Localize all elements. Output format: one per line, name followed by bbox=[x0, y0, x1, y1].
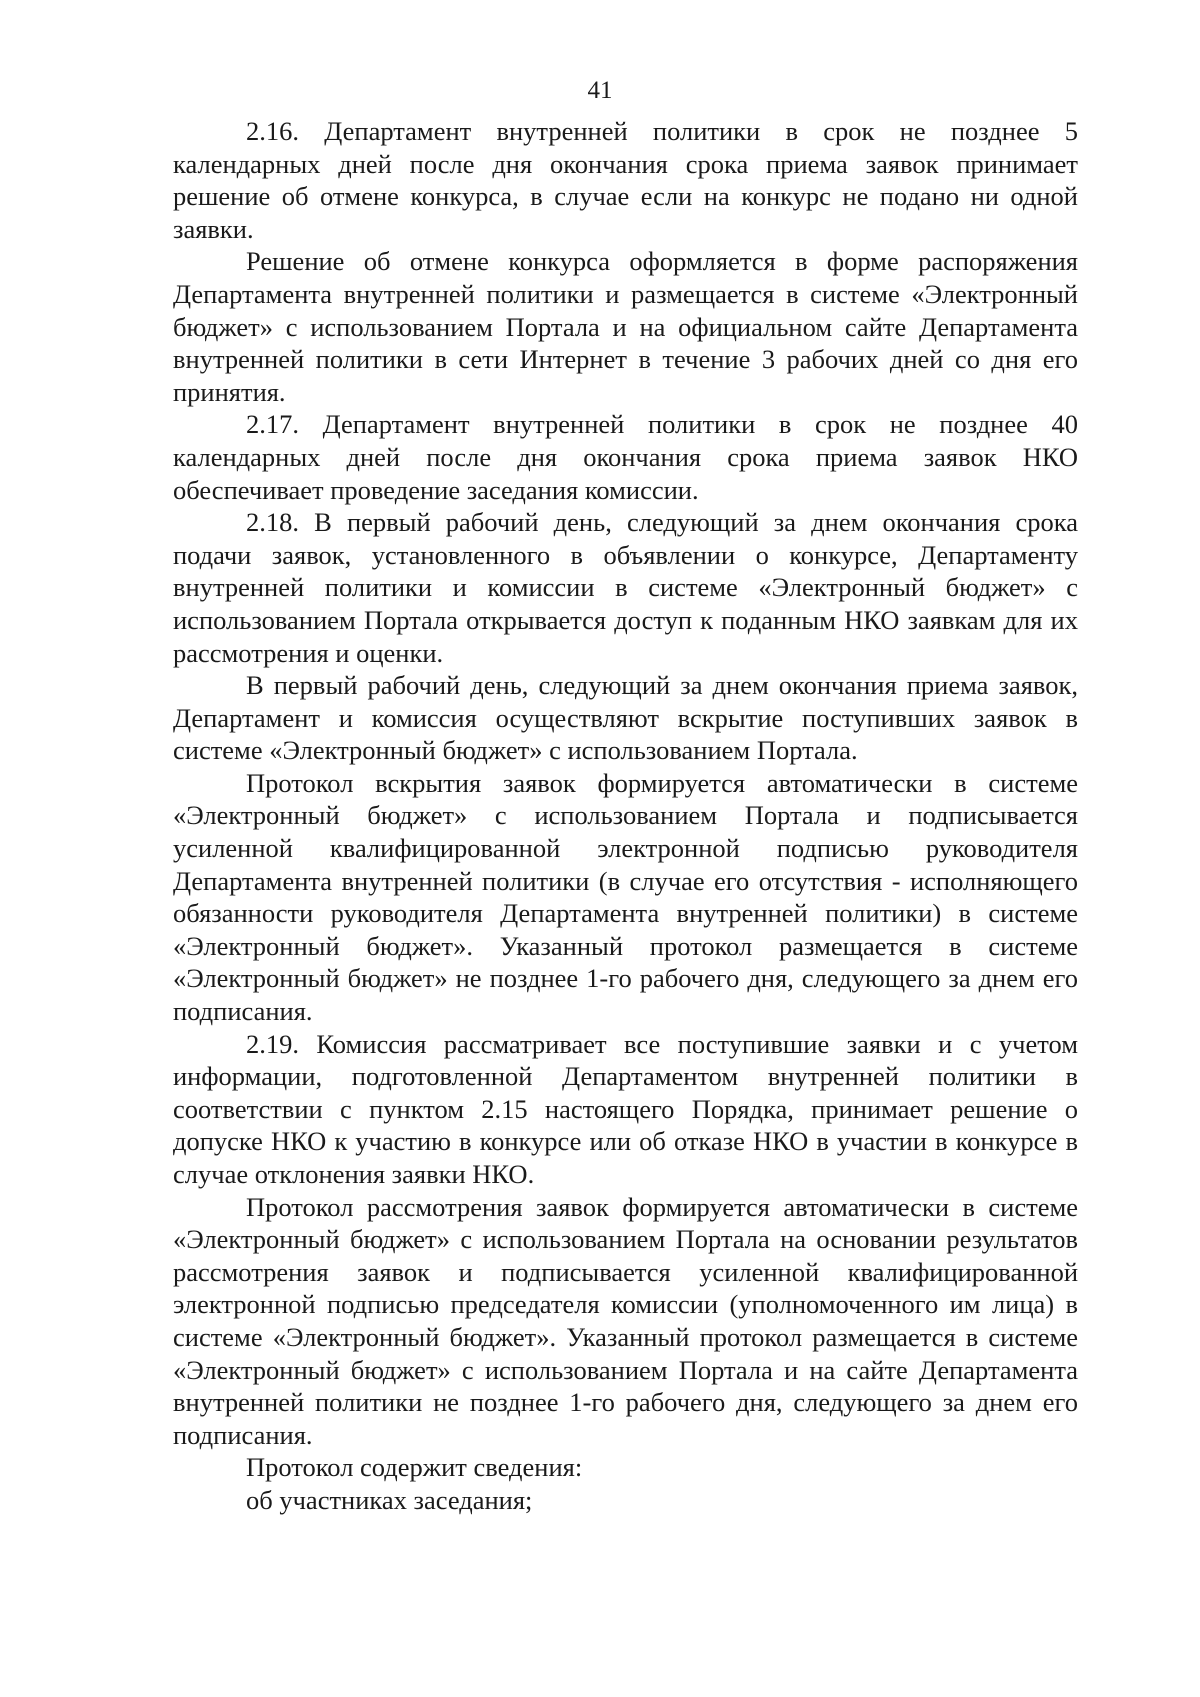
paragraph-meeting-participants: об участниках заседания; bbox=[246, 1484, 533, 1515]
paragraph-opening-applications: В первый рабочий день, следующий за днем окончания приема заявок, Департамент и комиссия осуществляют вскрытие поступивших заявок в системе «Электронный бюджет» с использованием Портала. bbox=[173, 670, 1078, 766]
paragraph-2-18: 2.18. В первый рабочий день, следующий за днем окончания срока подачи заявок, установленного в объявлении о конкурсе, Департаменту внутренней политики и комиссии в системе «Электронный бюджет» с использованием Портала открывается доступ к поданным НКО заявкам для их рассмотрения и оценки. bbox=[173, 507, 1078, 668]
document-body bbox=[173, 115, 1078, 1517]
page-number: 41 bbox=[587, 77, 613, 104]
paragraph-review-protocol: Протокол рассмотрения заявок формируется автоматически в системе «Электронный бюджет» с использованием Портала на основании результатов рассмотрения заявок и подписывается усиленной квалифицированной электронной подписью председателя комиссии (уполномоченного им лица) в системе «Электронный бюджет». Указанный протокол размещается в системе «Электронный бюджет» с использованием Портала и на сайте Департамента внутренней политики не позднее 1-го рабочего дня, следующего за днем его подписания. bbox=[173, 1191, 1078, 1450]
paragraph-protocol-contents: Протокол содержит сведения: bbox=[246, 1452, 583, 1483]
paragraph-2-16: 2.16. Департамент внутренней политики в срок не позднее 5 календарных дней после дня окончания срока приема заявок принимает решение об отмене конкурса, в случае если на конкурс не подано ни одной заявки. bbox=[173, 116, 1078, 244]
paragraph-2-17: 2.17. Департамент внутренней политики в срок не позднее 40 календарных дней после дня окончания срока приема заявок НКО обеспечивает проведение заседания комиссии. bbox=[173, 409, 1078, 505]
paragraph-cancellation-decision: Решение об отмене конкурса оформляется в форме распоряжения Департамента внутренней политики и размещается в системе «Электронный бюджет» с использованием Портала и на официальном сайте Департамента внутренней политики в сети Интернет в течение 3 рабочих дней со дня его принятия. bbox=[173, 246, 1078, 407]
paragraph-2-19: 2.19. Комиссия рассматривает все поступившие заявки и с учетом информации, подготовленной Департаментом внутренней политики в соответствии с пунктом 2.15 настоящего Порядка, принимает решение о допуске НКО к участию в конкурсе или об отказе НКО в участии в конкурсе в случае отклонения заявки НКО. bbox=[173, 1028, 1078, 1189]
paragraph-opening-protocol: Протокол вскрытия заявок формируется автоматически в системе «Электронный бюджет» с использованием Портала и подписывается усиленной квалифицированной электронной подписью руководителя Департамента внутренней политики (в случае его отсутствия - исполняющего обязанности руководителя Департамента внутренней политики) в системе «Электронный бюджет». Указанный протокол размещается в системе «Электронный бюджет» не позднее 1-го рабочего дня, следующего за днем его подписания. bbox=[173, 767, 1078, 1027]
